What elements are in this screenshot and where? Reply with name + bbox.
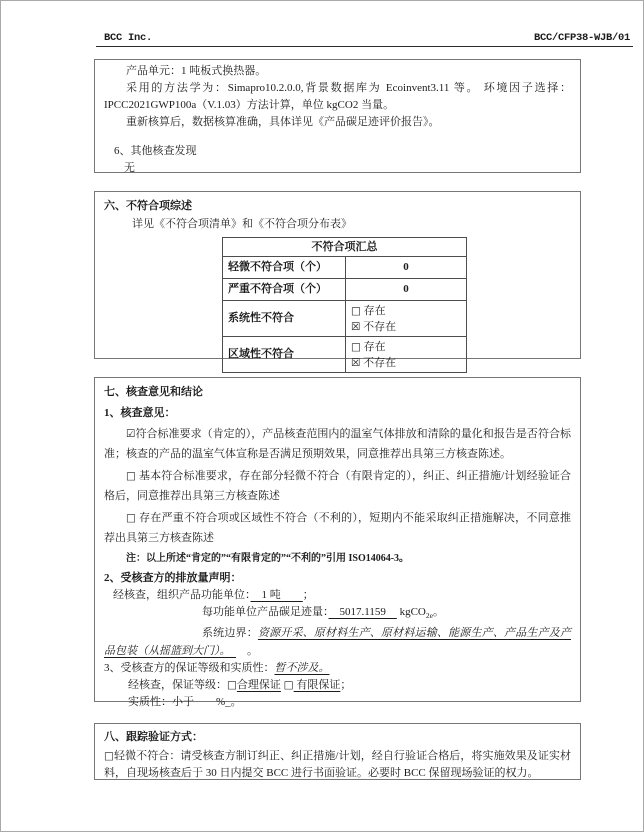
system-boundary-label: 系统边界：	[202, 627, 258, 640]
functional-unit-label: 经核查，组织产品功能单位：	[113, 589, 251, 601]
row-checkboxes	[346, 301, 467, 337]
checkbox-crossed-icon: ☒	[351, 356, 361, 369]
table-row	[223, 301, 467, 337]
assurance-title-value: 暂不涉及。	[274, 662, 330, 675]
option-text: 符合标准要求（肯定的），产品核查范围内的温室气体排放和清除的量化和报告是否符合标准；核查的产品的温室气体宣称是否满足预期效果，同意推荐出具第三方核查陈述。	[104, 428, 571, 460]
product-unit-line: 产品单元：1 吨板式换热器。	[126, 65, 267, 77]
unit-subscript: 2e	[425, 611, 433, 621]
opinion-option-adverse	[104, 508, 571, 548]
assurance-materiality-title	[104, 660, 571, 677]
checkbox-unchecked-icon: □	[104, 750, 114, 762]
assurance-option-reasonable: 合理保证	[236, 679, 281, 692]
table-row	[223, 279, 467, 301]
checkbox-unchecked-icon: □	[227, 679, 237, 692]
checkbox-label: 不存在	[363, 320, 397, 333]
carbon-footprint-value: 5017.1159	[328, 606, 397, 618]
section6-subtitle: 详见《不符合项清单》和《不符合项分布表》	[132, 218, 352, 230]
assurance-option-limited: 有限保证	[293, 679, 341, 692]
section-methodology-box	[94, 59, 581, 173]
row-value: 0	[346, 279, 467, 301]
header-left: BCC Inc.	[104, 32, 153, 44]
system-boundary-value: 资源开采、原材料生产、原材料运输、能源生产、产品生产及产品包装（从摇篮到大门）。	[104, 627, 571, 658]
system-boundary-suffix: 。	[236, 645, 258, 658]
checkbox-unchecked-icon: □	[126, 470, 137, 482]
emission-statement-subtitle: 2、受核查方的排放量声明：	[104, 572, 242, 584]
functional-unit-suffix: ；	[302, 589, 314, 601]
section8-title: 八、跟踪验证方式：	[104, 731, 203, 743]
checkbox-crossed-icon: ☒	[351, 320, 361, 333]
row-label: 区域性不符合	[223, 337, 346, 373]
iso-reference-note: 注：以上所述“肯定的”“有限肯定的”“不利的”引用 ISO14064-3。	[126, 553, 410, 564]
other-findings-title: 6、其他核查发现	[114, 145, 197, 157]
option-text: 存在严重不符合项或区域性不符合（不利的），短期内不能采取纠正措施解决，不同意推荐出具第三方核查陈述	[104, 512, 572, 544]
nonconformity-table	[222, 237, 467, 373]
checkbox-checked-icon: ☑	[126, 428, 136, 440]
section-nonconformity-box	[94, 191, 581, 369]
header-rule	[96, 46, 633, 47]
table-caption: 不符合项汇总	[223, 238, 467, 257]
methodology-line: 采用的方法学为：Simapro10.2.0.0,背景数据库为 Ecoinvent3.11 等。 环境因子选择：IPCC2021GWP100a（V.1.03）方法计算，单位 kgCO2 当量。	[104, 82, 571, 111]
functional-unit-value: 1 吨	[250, 589, 303, 601]
section6-title: 六、不符合项综述	[104, 200, 192, 212]
checkbox-label: 存在	[363, 304, 386, 317]
assurance-title-label: 3、受核查方的保证等级和实质性：	[104, 662, 275, 675]
materiality-line: 实质性：小于 %_。	[128, 696, 242, 709]
followup-text: 轻微不符合：请受核查方制订纠正、纠正措施/计划，经自行验证合格后，将实施效果及证实材料，自现场核查后于 30 日内提交 BCC 进行书面验证。必要时 BCC 保留现场验证的权力。	[104, 750, 571, 779]
header-right: BCC/CFP38-WJB/01	[533, 32, 630, 44]
opinion-option-positive	[104, 424, 571, 464]
functional-unit-line	[104, 587, 571, 604]
assurance-level-line	[104, 677, 571, 694]
system-boundary-line	[104, 624, 571, 660]
assurance-label: 经核查，保证等级：	[128, 679, 227, 692]
checkbox-unchecked-icon: □	[351, 340, 361, 353]
section-followup-box	[94, 723, 581, 780]
unit-suffix: 。	[432, 606, 444, 618]
row-label: 系统性不符合	[223, 301, 346, 337]
row-value: 0	[346, 257, 467, 279]
checkbox-unchecked-icon: □	[126, 512, 137, 524]
option-text: 基本符合标准要求，存在部分轻微不符合（有限肯定的），纠正、纠正措施/计划经验证合格后，同意推荐出具第三方核查陈述	[104, 470, 571, 502]
other-findings-value: 无	[124, 162, 135, 174]
unit-prefix: kgCO	[396, 606, 426, 618]
carbon-footprint-line	[104, 604, 571, 624]
row-label: 轻微不符合项（个）	[223, 257, 346, 279]
row-label: 严重不符合项（个）	[223, 279, 346, 301]
section-opinion-box	[94, 377, 581, 709]
checkbox-unchecked-icon: □	[351, 304, 361, 317]
opinion-subtitle: 1、核查意见：	[104, 407, 176, 419]
checkbox-unchecked-icon: □	[283, 679, 294, 692]
section7-title: 七、核查意见和结论	[104, 386, 203, 398]
table-row	[223, 257, 467, 279]
checkbox-label: 存在	[363, 340, 386, 353]
assurance-suffix: ；	[340, 679, 352, 692]
opinion-option-limited	[104, 466, 571, 506]
table-caption-row	[223, 238, 467, 257]
table-row	[223, 337, 467, 373]
followup-body	[104, 748, 571, 782]
row-checkboxes	[346, 337, 467, 373]
carbon-footprint-label: 每功能单位产品碳足迹量：	[202, 606, 329, 618]
recalc-line: 重新核算后，数据核算准确，具体详见《产品碳足迹评价报告》。	[126, 116, 440, 128]
checkbox-label: 不存在	[363, 356, 397, 369]
